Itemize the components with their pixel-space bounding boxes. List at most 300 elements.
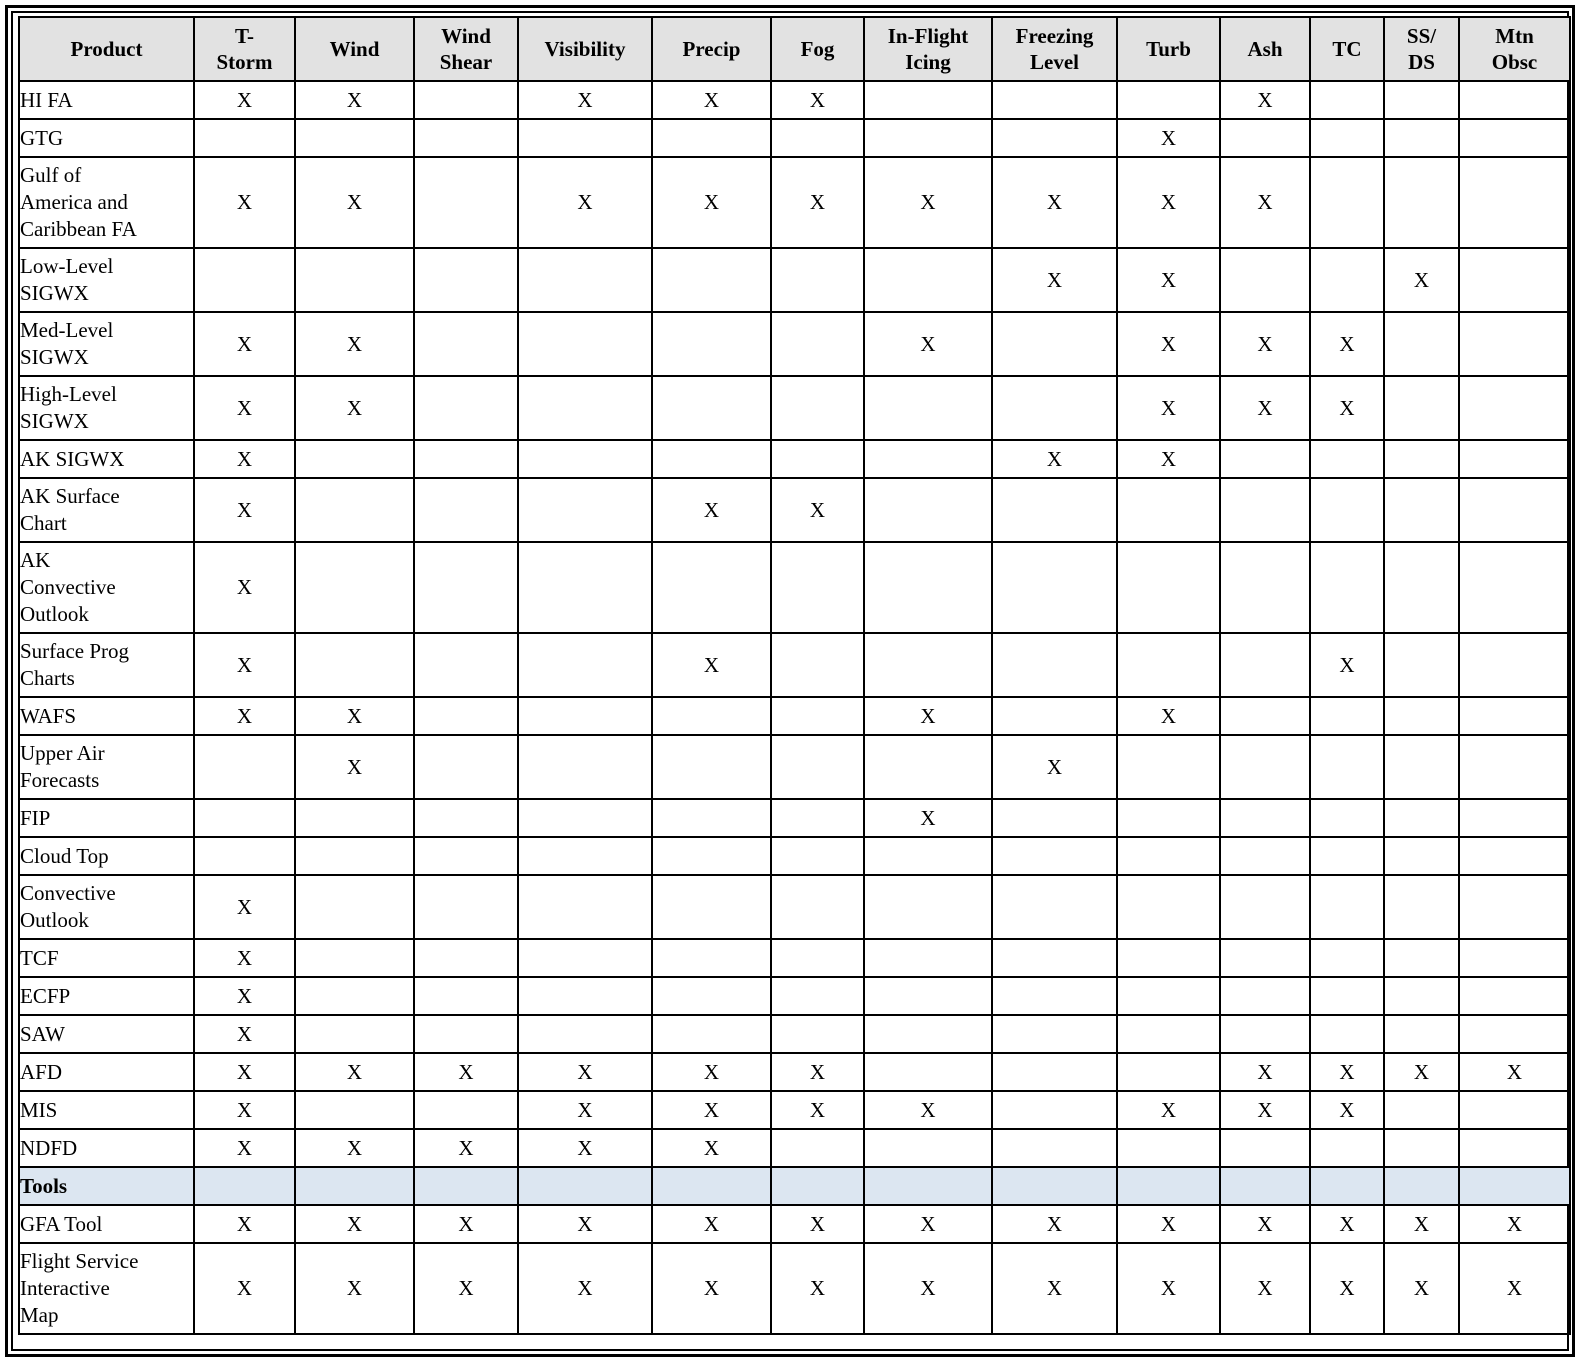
empty-cell xyxy=(295,977,414,1015)
empty-cell xyxy=(518,440,652,478)
x-mark: X xyxy=(1384,248,1459,312)
empty-cell xyxy=(1459,312,1570,376)
x-mark: X xyxy=(194,1205,295,1243)
column-header: Turb xyxy=(1117,17,1220,81)
empty-cell xyxy=(518,875,652,939)
empty-cell xyxy=(864,440,992,478)
table-row xyxy=(19,1129,1570,1167)
x-mark: X xyxy=(771,478,864,542)
product-name: NDFD xyxy=(19,1129,194,1167)
empty-cell xyxy=(771,376,864,440)
x-mark: X xyxy=(864,1243,992,1334)
empty-cell xyxy=(194,119,295,157)
empty-cell xyxy=(1384,119,1459,157)
x-mark: X xyxy=(194,376,295,440)
empty-cell xyxy=(295,837,414,875)
x-mark: X xyxy=(771,81,864,119)
x-mark: X xyxy=(518,157,652,248)
empty-cell xyxy=(1310,478,1384,542)
table-row xyxy=(19,542,1570,633)
x-mark: X xyxy=(1220,1205,1310,1243)
empty-cell xyxy=(414,939,518,977)
section-empty-cell xyxy=(518,1167,652,1205)
empty-cell xyxy=(194,248,295,312)
empty-cell xyxy=(518,939,652,977)
table-body xyxy=(19,81,1570,1334)
x-mark: X xyxy=(1117,248,1220,312)
empty-cell xyxy=(414,248,518,312)
product-name: FIP xyxy=(19,799,194,837)
empty-cell xyxy=(771,735,864,799)
table-row xyxy=(19,119,1570,157)
x-mark: X xyxy=(295,735,414,799)
empty-cell xyxy=(652,312,771,376)
table-row xyxy=(19,1243,1570,1334)
x-mark: X xyxy=(1220,376,1310,440)
empty-cell xyxy=(414,837,518,875)
empty-cell xyxy=(652,119,771,157)
empty-cell xyxy=(1220,478,1310,542)
empty-cell xyxy=(771,440,864,478)
x-mark: X xyxy=(414,1205,518,1243)
empty-cell xyxy=(1220,1015,1310,1053)
empty-cell xyxy=(1459,376,1570,440)
x-mark: X xyxy=(194,875,295,939)
empty-cell xyxy=(1117,837,1220,875)
x-mark: X xyxy=(194,1015,295,1053)
empty-cell xyxy=(771,633,864,697)
header-row xyxy=(19,17,1570,81)
column-header: Wind Shear xyxy=(414,17,518,81)
x-mark: X xyxy=(652,1129,771,1167)
empty-cell xyxy=(1384,837,1459,875)
column-header: Freezing Level xyxy=(992,17,1117,81)
x-mark: X xyxy=(864,1205,992,1243)
x-mark: X xyxy=(194,157,295,248)
empty-cell xyxy=(864,1015,992,1053)
empty-cell xyxy=(771,837,864,875)
empty-cell xyxy=(864,1053,992,1091)
x-mark: X xyxy=(1220,1053,1310,1091)
empty-cell xyxy=(1384,977,1459,1015)
x-mark: X xyxy=(864,1091,992,1129)
product-name: AK Surface Chart xyxy=(19,478,194,542)
x-mark: X xyxy=(992,157,1117,248)
empty-cell xyxy=(652,977,771,1015)
empty-cell xyxy=(1459,440,1570,478)
x-mark: X xyxy=(194,1129,295,1167)
x-mark: X xyxy=(1117,119,1220,157)
empty-cell xyxy=(194,799,295,837)
empty-cell xyxy=(1220,875,1310,939)
product-weather-matrix xyxy=(18,16,1571,1335)
empty-cell xyxy=(864,119,992,157)
empty-cell xyxy=(771,1129,864,1167)
x-mark: X xyxy=(1459,1205,1570,1243)
empty-cell xyxy=(1384,1015,1459,1053)
empty-cell xyxy=(771,542,864,633)
empty-cell xyxy=(518,376,652,440)
table-row xyxy=(19,697,1570,735)
empty-cell xyxy=(1310,542,1384,633)
empty-cell xyxy=(864,81,992,119)
empty-cell xyxy=(1220,735,1310,799)
empty-cell xyxy=(1384,157,1459,248)
empty-cell xyxy=(771,248,864,312)
table-row xyxy=(19,875,1570,939)
x-mark: X xyxy=(1310,1205,1384,1243)
empty-cell xyxy=(771,119,864,157)
section-empty-cell xyxy=(1384,1167,1459,1205)
x-mark: X xyxy=(194,1091,295,1129)
empty-cell xyxy=(1310,1129,1384,1167)
empty-cell xyxy=(1459,542,1570,633)
empty-cell xyxy=(414,478,518,542)
x-mark: X xyxy=(1310,312,1384,376)
x-mark: X xyxy=(295,376,414,440)
empty-cell xyxy=(1459,157,1570,248)
empty-cell xyxy=(414,157,518,248)
x-mark: X xyxy=(992,440,1117,478)
column-header: TC xyxy=(1310,17,1384,81)
empty-cell xyxy=(992,1053,1117,1091)
section-empty-cell xyxy=(1117,1167,1220,1205)
empty-cell xyxy=(864,939,992,977)
x-mark: X xyxy=(295,312,414,376)
column-header: SS/ DS xyxy=(1384,17,1459,81)
product-name: Upper Air Forecasts xyxy=(19,735,194,799)
empty-cell xyxy=(414,440,518,478)
empty-cell xyxy=(864,735,992,799)
x-mark: X xyxy=(864,799,992,837)
empty-cell xyxy=(1117,799,1220,837)
empty-cell xyxy=(295,440,414,478)
x-mark: X xyxy=(194,81,295,119)
empty-cell xyxy=(518,542,652,633)
x-mark: X xyxy=(1117,1205,1220,1243)
empty-cell xyxy=(518,478,652,542)
column-header: Mtn Obsc xyxy=(1459,17,1570,81)
empty-cell xyxy=(992,542,1117,633)
empty-cell xyxy=(518,312,652,376)
section-empty-cell xyxy=(295,1167,414,1205)
x-mark: X xyxy=(771,1091,864,1129)
x-mark: X xyxy=(771,1205,864,1243)
x-mark: X xyxy=(1310,1243,1384,1334)
empty-cell xyxy=(771,977,864,1015)
empty-cell xyxy=(414,697,518,735)
table-row xyxy=(19,376,1570,440)
x-mark: X xyxy=(1459,1243,1570,1334)
empty-cell xyxy=(1459,939,1570,977)
empty-cell xyxy=(652,837,771,875)
empty-cell xyxy=(295,939,414,977)
empty-cell xyxy=(992,376,1117,440)
empty-cell xyxy=(1384,1091,1459,1129)
empty-cell xyxy=(518,1015,652,1053)
x-mark: X xyxy=(518,1243,652,1334)
empty-cell xyxy=(414,875,518,939)
x-mark: X xyxy=(194,542,295,633)
empty-cell xyxy=(864,376,992,440)
x-mark: X xyxy=(194,312,295,376)
table-row xyxy=(19,81,1570,119)
x-mark: X xyxy=(1310,376,1384,440)
empty-cell xyxy=(1117,977,1220,1015)
empty-cell xyxy=(1310,735,1384,799)
section-empty-cell xyxy=(652,1167,771,1205)
empty-cell xyxy=(1220,837,1310,875)
table-row xyxy=(19,157,1570,248)
empty-cell xyxy=(1384,697,1459,735)
product-name: AK Convective Outlook xyxy=(19,542,194,633)
empty-cell xyxy=(1117,81,1220,119)
product-name: Surface Prog Charts xyxy=(19,633,194,697)
empty-cell xyxy=(992,799,1117,837)
x-mark: X xyxy=(1117,697,1220,735)
table-row xyxy=(19,837,1570,875)
empty-cell xyxy=(1459,1015,1570,1053)
empty-cell xyxy=(864,248,992,312)
x-mark: X xyxy=(295,1243,414,1334)
x-mark: X xyxy=(1384,1053,1459,1091)
empty-cell xyxy=(1384,875,1459,939)
section-empty-cell xyxy=(1220,1167,1310,1205)
x-mark: X xyxy=(1220,312,1310,376)
empty-cell xyxy=(414,81,518,119)
section-empty-cell xyxy=(414,1167,518,1205)
empty-cell xyxy=(1310,939,1384,977)
x-mark: X xyxy=(194,633,295,697)
table-row xyxy=(19,633,1570,697)
x-mark: X xyxy=(1459,1053,1570,1091)
empty-cell xyxy=(414,1015,518,1053)
x-mark: X xyxy=(194,977,295,1015)
empty-cell xyxy=(295,1015,414,1053)
empty-cell xyxy=(518,248,652,312)
product-name: AFD xyxy=(19,1053,194,1091)
table-row xyxy=(19,1015,1570,1053)
x-mark: X xyxy=(652,1091,771,1129)
x-mark: X xyxy=(1117,376,1220,440)
empty-cell xyxy=(1384,542,1459,633)
empty-cell xyxy=(1384,1129,1459,1167)
empty-cell xyxy=(518,977,652,1015)
x-mark: X xyxy=(295,697,414,735)
empty-cell xyxy=(1384,376,1459,440)
empty-cell xyxy=(1220,440,1310,478)
x-mark: X xyxy=(194,1053,295,1091)
x-mark: X xyxy=(652,157,771,248)
empty-cell xyxy=(1384,312,1459,376)
empty-cell xyxy=(414,633,518,697)
section-label: Tools xyxy=(19,1167,194,1205)
empty-cell xyxy=(1459,248,1570,312)
empty-cell xyxy=(1310,875,1384,939)
empty-cell xyxy=(1384,440,1459,478)
x-mark: X xyxy=(771,1053,864,1091)
x-mark: X xyxy=(194,697,295,735)
x-mark: X xyxy=(1220,1091,1310,1129)
product-name: GFA Tool xyxy=(19,1205,194,1243)
column-header: Wind xyxy=(295,17,414,81)
product-name: Cloud Top xyxy=(19,837,194,875)
empty-cell xyxy=(1459,735,1570,799)
section-empty-cell xyxy=(1459,1167,1570,1205)
empty-cell xyxy=(414,977,518,1015)
empty-cell xyxy=(1459,697,1570,735)
empty-cell xyxy=(1117,1129,1220,1167)
column-header: Product xyxy=(19,17,194,81)
empty-cell xyxy=(1117,478,1220,542)
empty-cell xyxy=(992,633,1117,697)
empty-cell xyxy=(652,1015,771,1053)
empty-cell xyxy=(1310,977,1384,1015)
table-row xyxy=(19,248,1570,312)
table-row xyxy=(19,977,1570,1015)
product-name: Gulf of America and Caribbean FA xyxy=(19,157,194,248)
empty-cell xyxy=(295,1091,414,1129)
table-row xyxy=(19,478,1570,542)
empty-cell xyxy=(992,1091,1117,1129)
empty-cell xyxy=(1459,478,1570,542)
x-mark: X xyxy=(414,1053,518,1091)
x-mark: X xyxy=(1117,157,1220,248)
empty-cell xyxy=(518,119,652,157)
empty-cell xyxy=(1117,735,1220,799)
empty-cell xyxy=(864,837,992,875)
empty-cell xyxy=(1310,837,1384,875)
section-empty-cell xyxy=(194,1167,295,1205)
empty-cell xyxy=(1384,939,1459,977)
empty-cell xyxy=(992,119,1117,157)
x-mark: X xyxy=(194,939,295,977)
x-mark: X xyxy=(194,440,295,478)
empty-cell xyxy=(864,977,992,1015)
empty-cell xyxy=(652,799,771,837)
table-row xyxy=(19,939,1570,977)
empty-cell xyxy=(1310,697,1384,735)
x-mark: X xyxy=(518,1205,652,1243)
empty-cell xyxy=(992,939,1117,977)
product-name: WAFS xyxy=(19,697,194,735)
empty-cell xyxy=(864,542,992,633)
empty-cell xyxy=(518,837,652,875)
product-name: High-Level SIGWX xyxy=(19,376,194,440)
empty-cell xyxy=(652,248,771,312)
x-mark: X xyxy=(295,1053,414,1091)
x-mark: X xyxy=(652,1243,771,1334)
empty-cell xyxy=(992,81,1117,119)
empty-cell xyxy=(414,312,518,376)
empty-cell xyxy=(771,939,864,977)
x-mark: X xyxy=(992,1205,1117,1243)
empty-cell xyxy=(1310,799,1384,837)
x-mark: X xyxy=(1310,633,1384,697)
product-name: AK SIGWX xyxy=(19,440,194,478)
empty-cell xyxy=(1117,939,1220,977)
empty-cell xyxy=(1459,799,1570,837)
empty-cell xyxy=(864,1129,992,1167)
empty-cell xyxy=(652,376,771,440)
empty-cell xyxy=(652,440,771,478)
x-mark: X xyxy=(992,248,1117,312)
empty-cell xyxy=(518,735,652,799)
product-name: HI FA xyxy=(19,81,194,119)
empty-cell xyxy=(1310,119,1384,157)
table-row xyxy=(19,1053,1570,1091)
section-row xyxy=(19,1167,1570,1205)
x-mark: X xyxy=(518,1091,652,1129)
empty-cell xyxy=(1384,735,1459,799)
empty-cell xyxy=(1220,939,1310,977)
empty-cell xyxy=(1310,248,1384,312)
x-mark: X xyxy=(414,1129,518,1167)
column-header: T- Storm xyxy=(194,17,295,81)
product-name: Flight Service Interactive Map xyxy=(19,1243,194,1334)
empty-cell xyxy=(771,799,864,837)
x-mark: X xyxy=(1220,1243,1310,1334)
x-mark: X xyxy=(992,735,1117,799)
x-mark: X xyxy=(1117,440,1220,478)
empty-cell xyxy=(864,875,992,939)
x-mark: X xyxy=(652,478,771,542)
section-empty-cell xyxy=(771,1167,864,1205)
empty-cell xyxy=(771,1015,864,1053)
x-mark: X xyxy=(1220,157,1310,248)
empty-cell xyxy=(1220,248,1310,312)
empty-cell xyxy=(1117,1015,1220,1053)
empty-cell xyxy=(1117,542,1220,633)
empty-cell xyxy=(992,977,1117,1015)
empty-cell xyxy=(295,119,414,157)
empty-cell xyxy=(1459,633,1570,697)
empty-cell xyxy=(1117,1053,1220,1091)
table-row xyxy=(19,1205,1570,1243)
empty-cell xyxy=(414,376,518,440)
empty-cell xyxy=(992,697,1117,735)
section-empty-cell xyxy=(992,1167,1117,1205)
empty-cell xyxy=(652,735,771,799)
empty-cell xyxy=(1310,157,1384,248)
x-mark: X xyxy=(518,81,652,119)
empty-cell xyxy=(295,478,414,542)
empty-cell xyxy=(1310,81,1384,119)
empty-cell xyxy=(864,478,992,542)
x-mark: X xyxy=(518,1129,652,1167)
empty-cell xyxy=(414,542,518,633)
column-header: Precip xyxy=(652,17,771,81)
x-mark: X xyxy=(864,312,992,376)
x-mark: X xyxy=(652,81,771,119)
empty-cell xyxy=(1459,1091,1570,1129)
empty-cell xyxy=(1459,977,1570,1015)
empty-cell xyxy=(652,939,771,977)
empty-cell xyxy=(771,697,864,735)
empty-cell xyxy=(652,875,771,939)
empty-cell xyxy=(1459,837,1570,875)
empty-cell xyxy=(518,799,652,837)
empty-cell xyxy=(1220,977,1310,1015)
product-name: Med-Level SIGWX xyxy=(19,312,194,376)
table-row xyxy=(19,440,1570,478)
column-header: Visibility xyxy=(518,17,652,81)
section-empty-cell xyxy=(864,1167,992,1205)
empty-cell xyxy=(1384,81,1459,119)
empty-cell xyxy=(864,633,992,697)
table-row xyxy=(19,735,1570,799)
column-header: Ash xyxy=(1220,17,1310,81)
